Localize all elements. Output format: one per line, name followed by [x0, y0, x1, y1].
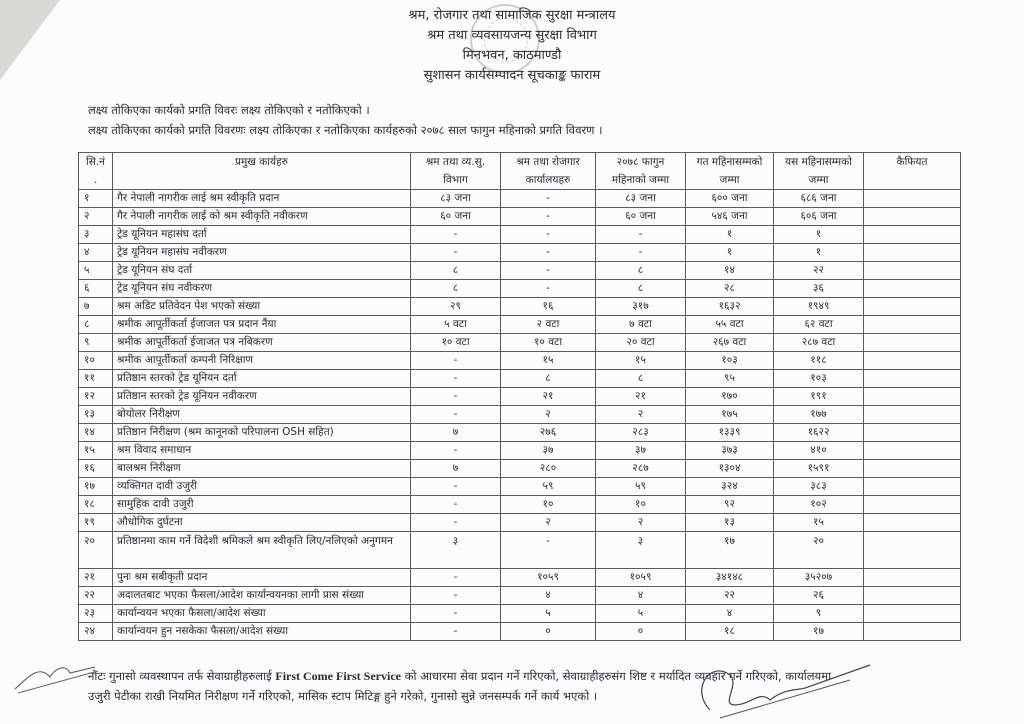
- table-row: [79, 388, 961, 406]
- note-prefix: नोटः गुनासो व्यवस्थापन तर्फ सेवाग्राहीहरुलाई: [88, 669, 272, 683]
- cell-offices: २७६: [501, 424, 596, 442]
- table-row: [79, 244, 961, 262]
- cell-month-total: ८: [596, 262, 686, 280]
- cell-previous-total: ४: [686, 605, 774, 623]
- cell-main-tasks: श्रमीक आपूर्तीकर्ता कम्पनी निरिक्षाण: [113, 352, 411, 370]
- cell-remarks: [864, 496, 961, 514]
- cell-main-tasks: श्रमीक आपूर्तीकर्ता ईजाजत पत्र प्रदान नैंया: [113, 316, 411, 334]
- header-col-department: श्रम तथा व्य.सु. विभाग: [411, 153, 501, 190]
- cell-remarks: [864, 569, 961, 587]
- cell-previous-total: १३: [686, 514, 774, 532]
- cell-serial: ७: [79, 298, 113, 316]
- cell-month-total: ७ वटा: [596, 316, 686, 334]
- note-bold-phrase: First Come First Service: [275, 669, 401, 683]
- cell-department: -: [411, 605, 501, 623]
- cell-department: -: [411, 406, 501, 424]
- cell-department: ७: [411, 460, 501, 478]
- cell-department: -: [411, 442, 501, 460]
- cell-remarks: [864, 478, 961, 496]
- cell-cumulative-total: १७: [774, 623, 864, 641]
- note-rest: को आधारमा सेवा प्रदान गर्ने गरिएको, सेवाग्राहीहरुसंग शिष्ट र मर्यादित व्यवहार गर्ने गरिएको, कार्यालयमा: [404, 669, 832, 683]
- cell-cumulative-total: ६२ वटा: [774, 316, 864, 334]
- cell-month-total: ८३ जना: [596, 190, 686, 208]
- cell-offices: १०: [501, 496, 596, 514]
- cell-remarks: [864, 334, 961, 352]
- cell-serial: १७: [79, 478, 113, 496]
- cell-department: २९: [411, 298, 501, 316]
- cell-serial: २४: [79, 623, 113, 641]
- cell-month-total: १५: [596, 352, 686, 370]
- table-row: [79, 406, 961, 424]
- cell-previous-total: १३३९: [686, 424, 774, 442]
- cell-offices: -: [501, 208, 596, 226]
- cell-cumulative-total: २६: [774, 587, 864, 605]
- cell-previous-total: ५४६ जना: [686, 208, 774, 226]
- cell-previous-total: ६०० जना: [686, 190, 774, 208]
- cell-remarks: [864, 406, 961, 424]
- cell-cumulative-total: १: [774, 226, 864, 244]
- table-row: [79, 532, 961, 569]
- cell-serial: १९: [79, 514, 113, 532]
- cell-serial: ६: [79, 280, 113, 298]
- cell-remarks: [864, 460, 961, 478]
- cell-department: ५ वटा: [411, 316, 501, 334]
- cell-serial: १५: [79, 442, 113, 460]
- cell-offices: ८: [501, 370, 596, 388]
- cell-department: ३: [411, 532, 501, 569]
- cell-month-total: ८: [596, 280, 686, 298]
- table-row: [79, 569, 961, 587]
- cell-month-total: ०: [596, 623, 686, 641]
- cell-main-tasks: औधोगिक दुर्घटना: [113, 514, 411, 532]
- header-col-offices: श्रम तथा रोजगार कार्यालयहरु: [501, 153, 596, 190]
- cell-month-total: १०: [596, 496, 686, 514]
- cell-serial: ११: [79, 370, 113, 388]
- cell-month-total: २: [596, 406, 686, 424]
- cell-remarks: [864, 298, 961, 316]
- table-header-row: [79, 153, 961, 190]
- cell-department: १० वटा: [411, 334, 501, 352]
- cell-cumulative-total: २८७ वटा: [774, 334, 864, 352]
- cell-serial: १३: [79, 406, 113, 424]
- cell-month-total: २८३: [596, 424, 686, 442]
- cell-main-tasks: श्रम अडिट प्रतिवेदन पेश भएको संख्या: [113, 298, 411, 316]
- department-name: श्रम तथा व्यवसायजन्य सुरक्षा विभाग: [427, 28, 597, 43]
- cell-remarks: [864, 514, 961, 532]
- cell-remarks: [864, 442, 961, 460]
- cell-offices: -: [501, 244, 596, 262]
- cell-main-tasks: ट्रेड यूनियन महासंघ दर्ता: [113, 226, 411, 244]
- table-row: [79, 370, 961, 388]
- cell-offices: १०५९: [501, 569, 596, 587]
- cell-main-tasks: कार्यान्वयन भएका फैसला/आदेश संख्या: [113, 605, 411, 623]
- cell-main-tasks: प्रतिष्ठानमा काम गर्ने विदेशी श्रमिकले श्रम स्वीकृति लिए/नलिएको अनुगमन: [113, 532, 411, 569]
- cell-department: ६० जना: [411, 208, 501, 226]
- cell-month-total: ८: [596, 370, 686, 388]
- cell-previous-total: १८: [686, 623, 774, 641]
- cell-serial: ४: [79, 244, 113, 262]
- cell-offices: २: [501, 406, 596, 424]
- cell-main-tasks: बोयोलर निरीक्षण: [113, 406, 411, 424]
- cell-remarks: [864, 352, 961, 370]
- cell-remarks: [864, 370, 961, 388]
- cell-cumulative-total: २२: [774, 262, 864, 280]
- cell-offices: ५९: [501, 478, 596, 496]
- cell-serial: १: [79, 190, 113, 208]
- cell-previous-total: १७०: [686, 388, 774, 406]
- cell-remarks: [864, 316, 961, 334]
- cell-main-tasks: गैर नेपाली नागरीक लाई श्रम स्वीकृति प्रदान: [113, 190, 411, 208]
- cell-main-tasks: पुनः श्रम सबीकृती प्रदान: [113, 569, 411, 587]
- cell-month-total: -: [596, 244, 686, 262]
- progress-table: [78, 152, 961, 641]
- table-row: [79, 280, 961, 298]
- cell-department: ७: [411, 424, 501, 442]
- cell-month-total: -: [596, 226, 686, 244]
- intro-text: [88, 100, 603, 140]
- cell-department: -: [411, 514, 501, 532]
- note-line-2: उजुरी पेटीका राखी नियमित निरीक्षण गर्ने गरिएको, मासिक स्टाप मिटिङ्ग हुने गरेको, गुनासो सुन्ने जनसम्पर्क गर्ने कार्य भएको ।: [88, 689, 598, 703]
- cell-main-tasks: प्रतिष्ठान स्तरको ट्रेड यूनियन नवीकरण: [113, 388, 411, 406]
- cell-cumulative-total: १७७: [774, 406, 864, 424]
- cell-cumulative-total: ११८: [774, 352, 864, 370]
- ministry-name: श्रम, रोजगार तथा सामाजिक सुरक्षा मन्त्रालय: [408, 8, 616, 23]
- cell-cumulative-total: ३८३: [774, 478, 864, 496]
- cell-month-total: ३१७: [596, 298, 686, 316]
- cell-month-total: २० वटा: [596, 334, 686, 352]
- cell-cumulative-total: १९४९: [774, 298, 864, 316]
- header-col-remarks: कैफियत: [864, 153, 961, 190]
- cell-main-tasks: प्रतिष्ठान स्तरको ट्रेड यूनियन दर्ता: [113, 370, 411, 388]
- table-row: [79, 587, 961, 605]
- table-row: [79, 226, 961, 244]
- cell-serial: २०: [79, 532, 113, 569]
- cell-month-total: २८७: [596, 460, 686, 478]
- cell-remarks: [864, 605, 961, 623]
- intro-line-1: लक्ष्य तोकिएका कार्यको प्रगति विवरः लक्ष्य तोकिएको र नतोकिएको ।: [88, 103, 370, 117]
- cell-serial: १४: [79, 424, 113, 442]
- cell-month-total: ३७: [596, 442, 686, 460]
- cell-department: ८३ जना: [411, 190, 501, 208]
- cell-serial: १६: [79, 460, 113, 478]
- cell-cumulative-total: १०३: [774, 370, 864, 388]
- cell-remarks: [864, 280, 961, 298]
- cell-cumulative-total: १९१: [774, 388, 864, 406]
- cell-month-total: २१: [596, 388, 686, 406]
- cell-month-total: ५९: [596, 478, 686, 496]
- cell-remarks: [864, 244, 961, 262]
- table-row: [79, 514, 961, 532]
- cell-offices: १६: [501, 298, 596, 316]
- header-col-previous-total: गत महिनासम्मको जम्मा: [686, 153, 774, 190]
- cell-offices: ३७: [501, 442, 596, 460]
- cell-offices: २ वटा: [501, 316, 596, 334]
- cell-previous-total: ३७३: [686, 442, 774, 460]
- cell-cumulative-total: १०२: [774, 496, 864, 514]
- cell-main-tasks: श्रम विवाद समाधान: [113, 442, 411, 460]
- initials-signature: [10, 655, 100, 695]
- cell-department: -: [411, 587, 501, 605]
- table-row: [79, 190, 961, 208]
- cell-offices: -: [501, 190, 596, 208]
- cell-main-tasks: व्यक्तिगत दावी उजुरी: [113, 478, 411, 496]
- cell-cumulative-total: २०: [774, 532, 864, 569]
- cell-offices: -: [501, 280, 596, 298]
- cell-serial: १८: [79, 496, 113, 514]
- cell-remarks: [864, 424, 961, 442]
- cell-remarks: [864, 226, 961, 244]
- table-row: [79, 262, 961, 280]
- cell-remarks: [864, 623, 961, 641]
- cell-department: -: [411, 623, 501, 641]
- cell-cumulative-total: ४१०: [774, 442, 864, 460]
- cell-previous-total: ३४१४८: [686, 569, 774, 587]
- header-col-main-tasks: प्रमुख कार्यहरु: [113, 153, 411, 190]
- cell-main-tasks: अदालतबाट भएका फैसला/आदेश कार्यान्वयनका लागी प्रास संख्या: [113, 587, 411, 605]
- cell-department: -: [411, 496, 501, 514]
- cell-department: -: [411, 370, 501, 388]
- header-col-month-total: २०७८ फागुन महिनाको जम्मा: [596, 153, 686, 190]
- table-row: [79, 352, 961, 370]
- cell-month-total: ६० जना: [596, 208, 686, 226]
- cell-serial: १०: [79, 352, 113, 370]
- table-body: [79, 190, 961, 641]
- cell-main-tasks: ट्रेड यूनियन संघ नवीकरण: [113, 280, 411, 298]
- cell-main-tasks: प्रतिष्ठान निरीक्षण (श्रम कानूनको परिपालना OSH सहित): [113, 424, 411, 442]
- cell-previous-total: १: [686, 244, 774, 262]
- table-row: [79, 208, 961, 226]
- cell-main-tasks: श्रमीक आपूर्तीकर्ता ईजाजत पत्र नबिकरण: [113, 334, 411, 352]
- table-row: [79, 298, 961, 316]
- cell-remarks: [864, 208, 961, 226]
- cell-main-tasks: बालश्रम निरीक्षण: [113, 460, 411, 478]
- cell-serial: २: [79, 208, 113, 226]
- cell-remarks: [864, 532, 961, 569]
- office-location: मिनभवन, काठमाण्डौ: [462, 48, 562, 63]
- intro-line-2: लक्ष्य तोकिएका कार्यको प्रगति विवरणः लक्ष्य तोकिएका र नतोकिएका कार्यहरुको २०७८ साल फागुन महिनाको प्रगति विवरण ।: [88, 123, 603, 137]
- cell-serial: ३: [79, 226, 113, 244]
- cell-serial: ८: [79, 316, 113, 334]
- cell-cumulative-total: १६२२: [774, 424, 864, 442]
- cell-cumulative-total: ३६: [774, 280, 864, 298]
- cell-month-total: २: [596, 514, 686, 532]
- cell-department: -: [411, 226, 501, 244]
- cell-previous-total: २२: [686, 587, 774, 605]
- cell-serial: ५: [79, 262, 113, 280]
- cell-main-tasks: कार्यान्वयन हुन नसकेका फैसला/आदेश संख्या: [113, 623, 411, 641]
- cell-previous-total: २६७ वटा: [686, 334, 774, 352]
- cell-cumulative-total: ३५२०७: [774, 569, 864, 587]
- cell-remarks: [864, 388, 961, 406]
- cell-main-tasks: सामुहिक दावी उजुरी: [113, 496, 411, 514]
- cell-offices: ५: [501, 605, 596, 623]
- cell-cumulative-total: ९: [774, 605, 864, 623]
- cell-serial: २१: [79, 569, 113, 587]
- cell-month-total: ३: [596, 532, 686, 569]
- cell-department: ८: [411, 280, 501, 298]
- cell-remarks: [864, 262, 961, 280]
- cell-previous-total: १३०४: [686, 460, 774, 478]
- cell-month-total: १०५९: [596, 569, 686, 587]
- cell-department: -: [411, 388, 501, 406]
- cell-previous-total: २८: [686, 280, 774, 298]
- table-row: [79, 496, 961, 514]
- header-col-serial: सि.नं .: [79, 153, 113, 190]
- cell-remarks: [864, 587, 961, 605]
- cell-department: -: [411, 478, 501, 496]
- form-title: सुशासन कार्यसम्पादन सूचकाङ्क फाराम: [423, 68, 601, 83]
- cell-previous-total: १६३२: [686, 298, 774, 316]
- table-row: [79, 460, 961, 478]
- cell-cumulative-total: १५: [774, 514, 864, 532]
- table-row: [79, 424, 961, 442]
- table-row: [79, 442, 961, 460]
- cell-offices: २१: [501, 388, 596, 406]
- cell-month-total: ५: [596, 605, 686, 623]
- table-row: [79, 334, 961, 352]
- cell-previous-total: ३२४: [686, 478, 774, 496]
- cell-offices: १५: [501, 352, 596, 370]
- cell-main-tasks: ट्रेड यूनियन संघ दर्ता: [113, 262, 411, 280]
- cell-offices: ४: [501, 587, 596, 605]
- cell-month-total: ४: [596, 587, 686, 605]
- cell-serial: २३: [79, 605, 113, 623]
- cell-previous-total: १४: [686, 262, 774, 280]
- cell-serial: २२: [79, 587, 113, 605]
- cell-department: -: [411, 352, 501, 370]
- cell-serial: १२: [79, 388, 113, 406]
- cell-main-tasks: ट्रेड यूनियन महासंघ नवीकरण: [113, 244, 411, 262]
- cell-cumulative-total: ६८६ जना: [774, 190, 864, 208]
- table-row: [79, 605, 961, 623]
- cell-previous-total: १: [686, 226, 774, 244]
- cell-previous-total: ९५: [686, 370, 774, 388]
- cell-department: -: [411, 569, 501, 587]
- cell-offices: ०: [501, 623, 596, 641]
- table-row: [79, 478, 961, 496]
- cell-previous-total: १७: [686, 532, 774, 569]
- cell-serial: ९: [79, 334, 113, 352]
- cell-offices: -: [501, 262, 596, 280]
- cell-main-tasks: गैर नेपाली नागरीक लाई को श्रम स्वीकृति नवीकरण: [113, 208, 411, 226]
- cell-previous-total: ९२: [686, 496, 774, 514]
- cell-previous-total: १०३: [686, 352, 774, 370]
- cell-cumulative-total: १: [774, 244, 864, 262]
- cell-cumulative-total: ६०६ जना: [774, 208, 864, 226]
- cell-cumulative-total: १५९१: [774, 460, 864, 478]
- cell-offices: -: [501, 226, 596, 244]
- cell-department: ८: [411, 262, 501, 280]
- cell-previous-total: ५५ वटा: [686, 316, 774, 334]
- header-col-cumulative-total: यस महिनासम्मको जम्मा: [774, 153, 864, 190]
- cell-offices: -: [501, 532, 596, 569]
- cell-offices: २८०: [501, 460, 596, 478]
- official-signature: [690, 660, 880, 720]
- cell-remarks: [864, 190, 961, 208]
- cell-department: -: [411, 244, 501, 262]
- document-header: [0, 6, 1024, 86]
- table-row: [79, 316, 961, 334]
- cell-previous-total: १७५: [686, 406, 774, 424]
- cell-offices: १० वटा: [501, 334, 596, 352]
- cell-offices: २: [501, 514, 596, 532]
- table-row: [79, 623, 961, 641]
